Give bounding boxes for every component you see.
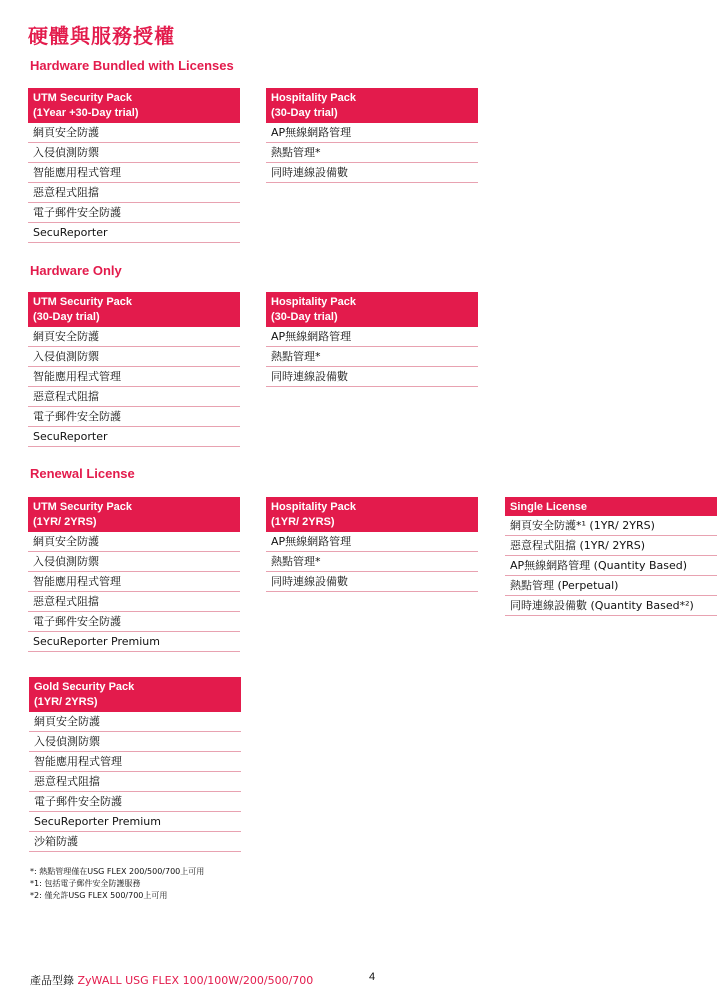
footnote: *: 熱點管理僅在USG FLEX 200/500/700上可用 [30, 867, 205, 876]
header-line: (1YR/ 2YRS) [34, 696, 98, 708]
header-line: (1YR/ 2YRS) [33, 516, 97, 528]
list-item: 智能應用程式管理 [28, 163, 240, 183]
list-item: AP無線網路管理 (Quantity Based) [505, 556, 717, 576]
list-item: 惡意程式阻擋 [28, 387, 240, 407]
header-line: (30-Day trial) [271, 311, 338, 323]
section-title-renewal: Renewal License [30, 466, 135, 481]
header-line: Hospitality Pack [271, 92, 356, 104]
list-item: 電子郵件安全防護 [29, 792, 241, 812]
list-item: 入侵偵測防禦 [29, 732, 241, 752]
section-title-bundled: Hardware Bundled with Licenses [30, 58, 234, 73]
renewal-hospitality-pack [266, 497, 478, 592]
header-line: Single License [510, 501, 588, 513]
footnotes [30, 866, 204, 902]
list-item: 同時連線設備數 [266, 367, 478, 387]
list-item: SecuReporter [28, 223, 240, 243]
box-header [28, 497, 240, 532]
list-item: 同時連線設備數 [266, 572, 478, 592]
list-item: 電子郵件安全防護 [28, 203, 240, 223]
box-header [505, 497, 717, 516]
renewal-utm-pack [28, 497, 240, 652]
header-line: Gold Security Pack [34, 681, 135, 693]
footnote: *2: 僅允許USG FLEX 500/700上可用 [30, 891, 168, 900]
list-item: 惡意程式阻擋 [29, 772, 241, 792]
list-item: 智能應用程式管理 [29, 752, 241, 772]
list-item: 電子郵件安全防護 [28, 612, 240, 632]
list-item: 網頁安全防護 [28, 123, 240, 143]
list-item: 入侵偵測防禦 [28, 552, 240, 572]
page-number: 4 [369, 971, 376, 983]
footer-catalog-label: 產品型錄 [30, 974, 74, 987]
hardware-only-hospitality-pack [266, 292, 478, 387]
list-item: 惡意程式阻擋 (1YR/ 2YRS) [505, 536, 717, 556]
list-item: 熱點管理* [266, 552, 478, 572]
list-item: 熱點管理* [266, 347, 478, 367]
box-header [29, 677, 241, 712]
header-line: UTM Security Pack [33, 501, 133, 513]
list-item: 熱點管理 (Perpetual) [505, 576, 717, 596]
bundled-utm-pack [28, 88, 240, 243]
list-item: AP無線網路管理 [266, 123, 478, 143]
renewal-gold-pack [29, 677, 241, 852]
box-header [266, 497, 478, 532]
list-item: SecuReporter Premium [28, 632, 240, 652]
footer-product-name: ZyWALL USG FLEX 100/100W/200/500/700 [77, 974, 314, 987]
list-item: 熱點管理* [266, 143, 478, 163]
footnote: *1: 包括電子郵件安全防護服務 [30, 879, 141, 888]
list-item: 沙箱防護 [29, 832, 241, 852]
list-item: AP無線網路管理 [266, 327, 478, 347]
header-line: UTM Security Pack [33, 92, 133, 104]
hardware-only-utm-pack [28, 292, 240, 447]
list-item: 網頁安全防護 [28, 327, 240, 347]
list-item: 惡意程式阻擋 [28, 183, 240, 203]
footer-label [30, 972, 313, 988]
list-item: 入侵偵測防禦 [28, 143, 240, 163]
header-line: (1YR/ 2YRS) [271, 516, 335, 528]
header-line: (30-Day trial) [33, 311, 100, 323]
header-line: UTM Security Pack [33, 296, 133, 308]
list-item: 智能應用程式管理 [28, 572, 240, 592]
list-item: 智能應用程式管理 [28, 367, 240, 387]
list-item: 入侵偵測防禦 [28, 347, 240, 367]
list-item: 網頁安全防護 [28, 532, 240, 552]
box-header [266, 88, 478, 123]
list-item: 同時連線設備數 (Quantity Based*²) [505, 596, 717, 616]
list-item: 同時連線設備數 [266, 163, 478, 183]
list-item: SecuReporter [28, 427, 240, 447]
renewal-single-license [505, 497, 717, 616]
list-item: 網頁安全防護 [29, 712, 241, 732]
header-line: (1Year +30-Day trial) [33, 107, 139, 119]
list-item: 惡意程式阻擋 [28, 592, 240, 612]
header-line: Hospitality Pack [271, 296, 356, 308]
list-item: AP無線網路管理 [266, 532, 478, 552]
header-line: Hospitality Pack [271, 501, 356, 513]
list-item: 網頁安全防護*¹ (1YR/ 2YRS) [505, 516, 717, 536]
list-item: 電子郵件安全防護 [28, 407, 240, 427]
page-title: 硬體與服務授權 [28, 24, 175, 48]
box-header [28, 292, 240, 327]
box-header [266, 292, 478, 327]
bundled-hospitality-pack [266, 88, 478, 183]
section-title-hardware-only: Hardware Only [30, 263, 122, 278]
list-item: SecuReporter Premium [29, 812, 241, 832]
box-header [28, 88, 240, 123]
header-line: (30-Day trial) [271, 107, 338, 119]
